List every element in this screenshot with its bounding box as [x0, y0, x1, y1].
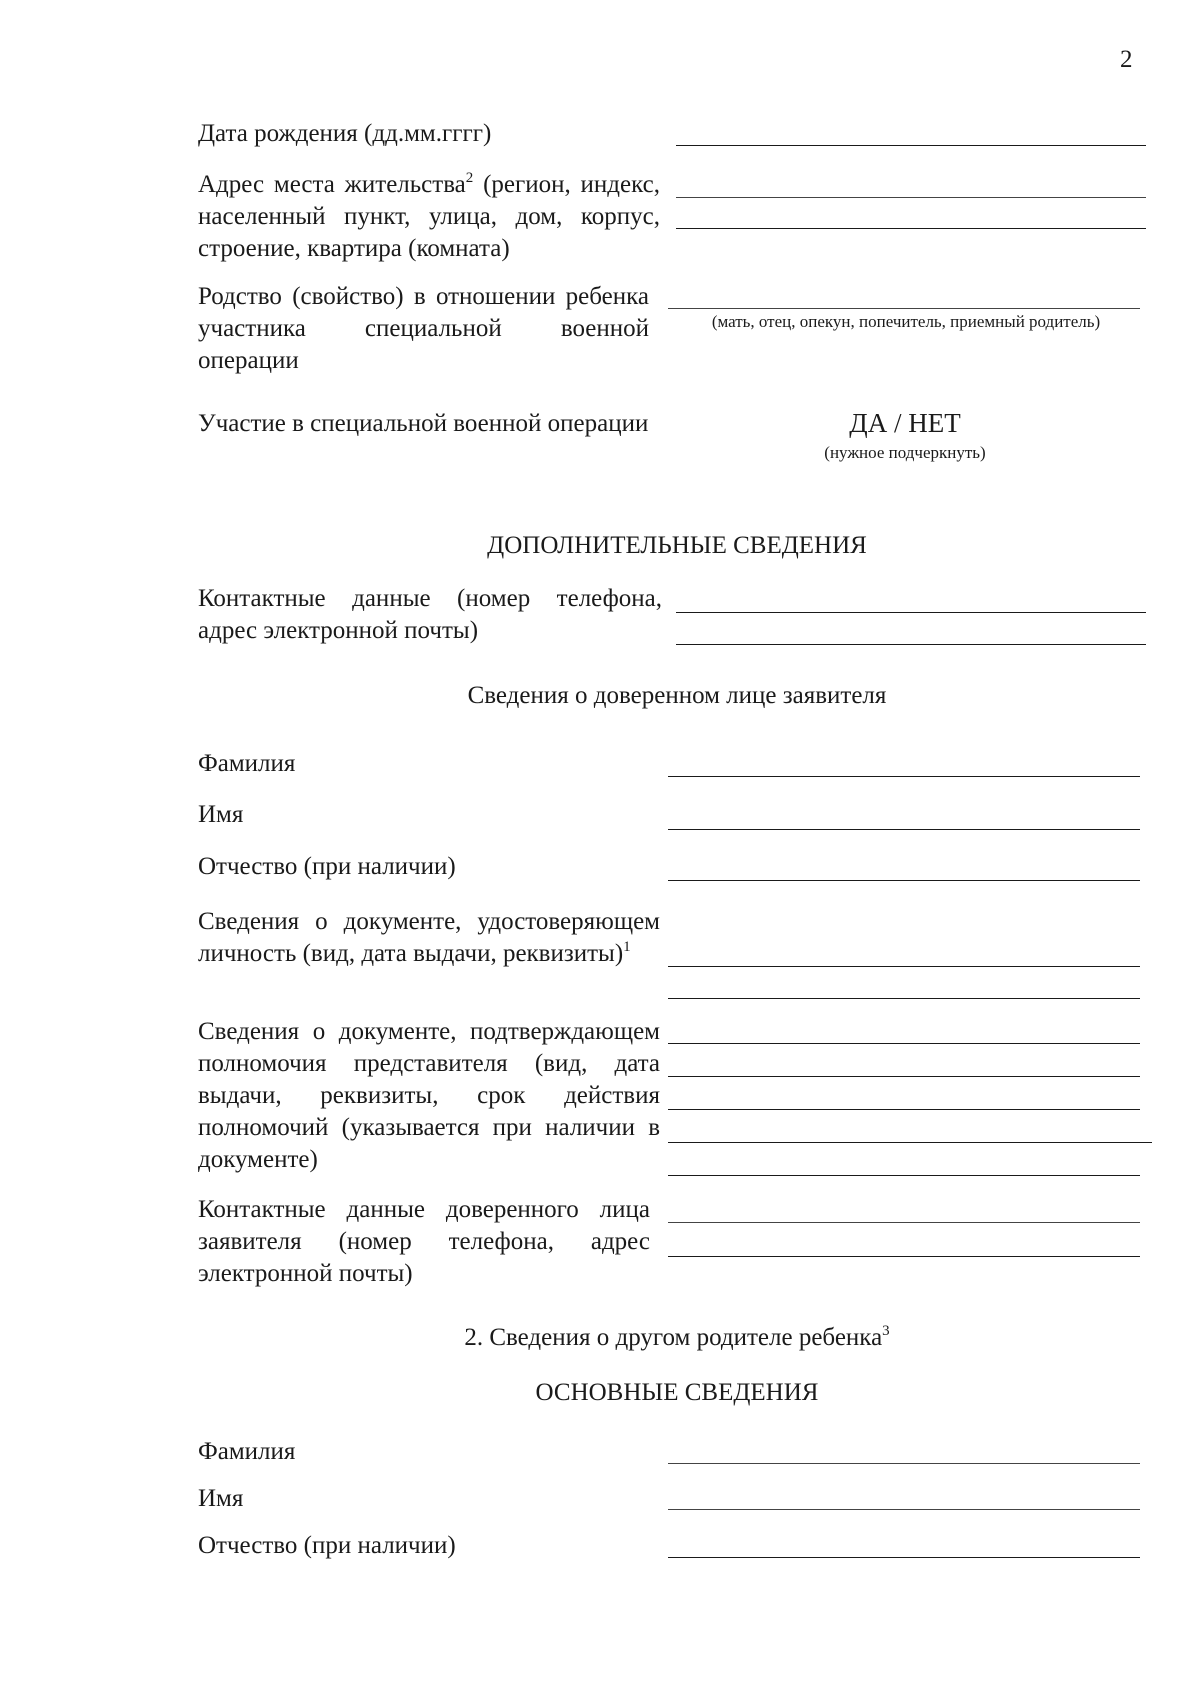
proxy-authority-field-line-4[interactable] [668, 1142, 1152, 1143]
kinship-label: Родство (свойство) в отношении ребенка участника специальной военной операции [198, 283, 649, 374]
address-field-line-1[interactable] [676, 197, 1146, 198]
other-parent-surname-field[interactable] [668, 1463, 1140, 1464]
proxy-id-doc-field-line-2[interactable] [668, 998, 1140, 999]
kinship-hint: (мать, отец, опекун, попечитель, приемный родитель) [711, 312, 1101, 331]
proxy-heading: Сведения о доверенном лице заявителя [467, 682, 887, 709]
proxy-id-doc-field-line-1[interactable] [668, 966, 1140, 967]
proxy-id-doc-label: Сведения о документе, удостоверяющем личность (вид, дата выдачи, реквизиты)$^1$ [198, 908, 660, 967]
footnote-ref-1: 1 [623, 939, 631, 955]
footnote-ref-2: 2 [465, 170, 474, 186]
address-label: Адрес места жительства$^2$ (регион, индекс, населенный пункт, улица, дом, корпус, строение, квартира (комната) [198, 170, 660, 262]
other-parent-heading: 2. Сведения о другом родителе ребенка$^3$ [464, 1323, 890, 1351]
contacts-field-line-1[interactable] [676, 612, 1146, 613]
proxy-authority-field-line-2[interactable] [668, 1076, 1140, 1077]
proxy-name-field[interactable] [668, 829, 1140, 830]
participation-hint: (нужное подчеркнуть) [824, 443, 986, 462]
other-parent-surname-label: Фамилия [198, 1438, 296, 1465]
contacts-field-line-2[interactable] [676, 644, 1146, 645]
other-parent-patronymic-label: Отчество (при наличии) [198, 1532, 456, 1559]
proxy-name-label: Имя [198, 801, 244, 828]
proxy-contacts-field-line-1[interactable] [668, 1222, 1140, 1223]
proxy-authority-field-line-1[interactable] [668, 1043, 1140, 1044]
other-parent-subheading: ОСНОВНЫЕ СВЕДЕНИЯ [535, 1379, 819, 1406]
other-parent-patronymic-field[interactable] [668, 1557, 1140, 1558]
participation-label: Участие в специальной военной операции [198, 410, 649, 437]
participation-value[interactable]: ДА / НЕТ [849, 408, 961, 438]
proxy-authority-field-line-5[interactable] [668, 1175, 1140, 1176]
other-parent-name-field[interactable] [668, 1509, 1140, 1510]
proxy-surname-field[interactable] [668, 776, 1140, 777]
proxy-patronymic-field[interactable] [668, 880, 1140, 881]
proxy-patronymic-label: Отчество (при наличии) [198, 853, 456, 880]
proxy-authority-doc-label: Сведения о документе, подтверждающем полномочия представителя (вид, дата выдачи, реквизиты, срок действия полномочий (указывается при наличии в документе) [198, 1018, 660, 1173]
kinship-field[interactable] [668, 308, 1140, 309]
other-parent-name-label: Имя [198, 1485, 244, 1512]
page-number: 2 [1120, 46, 1133, 73]
proxy-contacts-field-line-2[interactable] [668, 1256, 1140, 1257]
contacts-label: Контактные данные (номер телефона, адрес электронной почты) [198, 585, 662, 644]
birth-date-label: Дата рождения (дд.мм.гггг) [198, 120, 492, 147]
footnote-ref-3: 3 [882, 1323, 890, 1339]
address-field-line-2[interactable] [676, 228, 1146, 229]
proxy-authority-field-line-3[interactable] [668, 1109, 1140, 1110]
proxy-surname-label: Фамилия [198, 750, 296, 777]
proxy-contacts-label: Контактные данные доверенного лица заявителя (номер телефона, адрес электронной почты) [198, 1196, 650, 1287]
birth-date-field[interactable] [676, 145, 1146, 146]
additional-heading: ДОПОЛНИТЕЛЬНЫЕ СВЕДЕНИЯ [487, 532, 867, 559]
